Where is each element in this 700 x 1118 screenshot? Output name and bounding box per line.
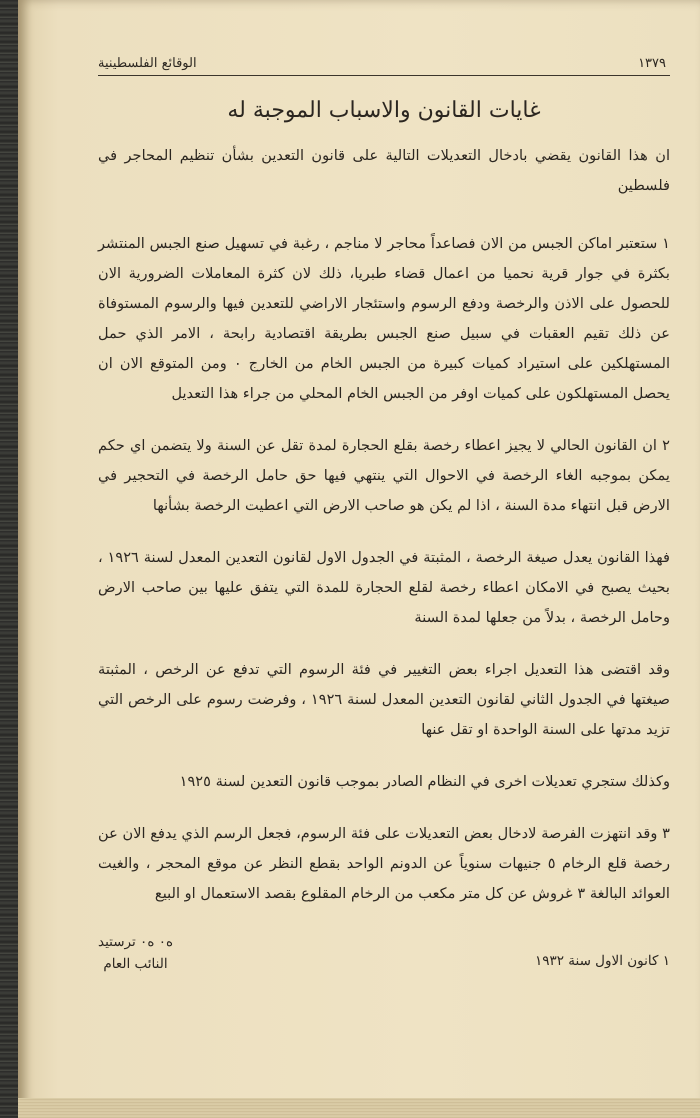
paragraph-6: ٣ وقد انتهزت الفرصة لادخال بعض التعديلات على فئة الرسوم، فجعل الرسم الذي يدفع الان عن رخصة قلع الرخام ٥ جنيهات سنوياً عن الدونم الواحد بقطع النظر عن موقع المحجر ، والغيت العوائد البالغة ٣ غروش عن كل متر مكعب من الرخام المقلوع بقصد الاستعمال او البيع bbox=[98, 825, 670, 902]
signatory-name: ه٠ ه٠ ترستيد bbox=[98, 934, 174, 950]
paragraph-1: ١ ستعتبر اماكن الجبس من الان فصاعداً محاجر لا مناجم ، رغبة في تسهيل صنع الجبس المنتشر بكثرة في جوار قرية نحميا من اعمال قضاء طبريا، ذلك لان كثرة المعاملات الضرورية الان للحصول على الاذن والرخصة ودفع الرسوم واستئجار الاراضي للتعدين فيها والرسوم المستوفاة عن ذلك تقيم العقبات في سبيل صنع الجبس بطريقة اقتصادية رابحة ، الامر الذي حمل المستهلكين على استيراد كميات كبيرة من الجبس الخام من الخارج ٠ ومن المتوقع الان ان يحصل المستهلكون على كميات اوفر من الجبس الخام المحلي من جراء هذا التعديل bbox=[98, 235, 670, 402]
paragraph-3: فهذا القانون يعدل صيغة الرخصة ، المثبتة في الجدول الاول لقانون التعدين المعدل لسنة ١٩٢٦ ، بحيث يصبح في الامكان اعطاء رخصة لقلع الحجارة للمدة التي يتفق عليها بين صاحب الارض وحامل الرخصة ، بدلاً من جعلها لمدة السنة bbox=[98, 549, 670, 626]
footer bbox=[98, 931, 670, 975]
paragraph-4: وقد اقتضى هذا التعديل اجراء بعض التغيير في فئة الرسوم التي تدفع عن الرخص ، المثبتة صيغتها في الجدول الثاني لقانون التعدين المعدل لسنة ١٩٢٦ ، وفرضت رسوم على الرخص التي تزيد مدتها على السنة الواحدة او تقل عنها bbox=[98, 661, 670, 738]
footer-date: ١ كانون الاول سنة ١٩٣٢ bbox=[534, 953, 670, 969]
page-edges bbox=[18, 1098, 700, 1118]
document-title: غايات القانون والاسباب الموجبة له bbox=[227, 98, 541, 123]
signature-block bbox=[98, 931, 173, 975]
paragraph-2: ٢ ان القانون الحالي لا يجيز اعطاء رخصة بقلع الحجارة لمدة تقل عن السنة ولا يتضمن اي حكم يمكن بموجبه الغاء الرخصة في الاحوال التي ينتهي فيها حق حامل الرخصة في التحجير في الارض قبل انتهاء مدة السنة ، اذا لم يكن هو صاحب الارض التي اعطيت الرخصة بشأنها bbox=[98, 437, 670, 514]
signatory-title: النائب العام bbox=[103, 956, 168, 972]
intro-paragraph: ان هذا القانون يقضي بادخال التعديلات التالية على قانون التعدين بشأن تنظيم المحاجر في فلسطين bbox=[98, 147, 670, 194]
journal-title: الوقائع الفلسطينية bbox=[98, 56, 197, 71]
page-number: ١٣٧٩ bbox=[638, 56, 666, 71]
paragraph-5: وكذلك ستجري تعديلات اخرى في النظام الصادر بموجب قانون التعدين لسنة ١٩٢٥ bbox=[179, 773, 670, 790]
running-head bbox=[98, 56, 670, 76]
page-content bbox=[98, 56, 670, 975]
